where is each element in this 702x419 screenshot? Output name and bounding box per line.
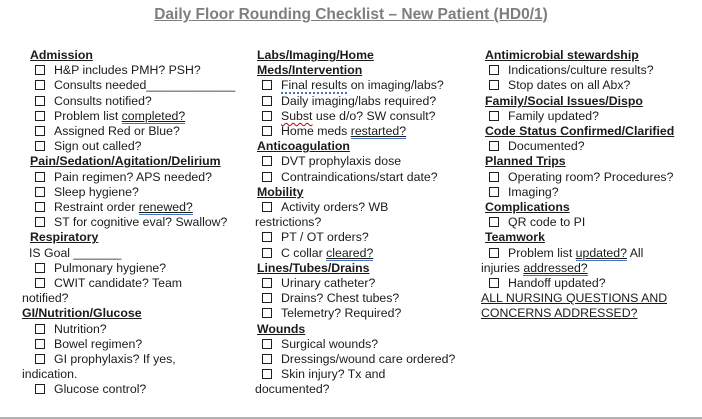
item-label: Sleep hygiene?	[54, 184, 139, 199]
checklist-item	[255, 246, 481, 261]
item-label: Activity orders? WB	[281, 200, 389, 215]
checklist-item	[255, 367, 481, 397]
checklist-item	[22, 276, 255, 306]
item-label: Operating room? Procedures?	[508, 169, 674, 184]
checkbox[interactable]	[35, 354, 45, 364]
checkbox[interactable]	[489, 217, 499, 227]
checklist-item	[22, 200, 255, 215]
item-label: Contraindications/start date?	[281, 169, 438, 184]
checkbox[interactable]	[489, 278, 499, 288]
item-label: Stop dates on all Abx?	[508, 78, 631, 93]
section-heading-pain-sedation: Pain/Sedation/Agitation/Delirium	[30, 154, 221, 169]
column-labs-imaging	[255, 48, 481, 398]
section-heading-family-social: Family/Social Issues/Dispo	[485, 93, 643, 108]
item-label: restrictions?	[255, 215, 322, 230]
checklist-item	[255, 200, 481, 230]
checkbox[interactable]	[262, 339, 272, 349]
checkbox[interactable]	[262, 232, 272, 242]
checklist-item	[255, 94, 481, 109]
section-heading-complications: Complications	[485, 200, 570, 215]
item-label: Glucose control?	[54, 382, 147, 397]
section-heading-code-status: Code Status Confirmed/Clarified	[485, 124, 675, 139]
checkbox[interactable]	[262, 278, 272, 288]
checklist-item	[22, 170, 255, 185]
item-label: Documented?	[508, 139, 585, 154]
checkbox[interactable]	[35, 65, 45, 75]
checklist-item	[481, 63, 702, 78]
item-label: Restraint order	[54, 200, 139, 215]
item-label: Home meds	[281, 124, 351, 139]
checklist-item	[481, 170, 702, 185]
link-cleared[interactable]: cleared?	[326, 245, 374, 260]
checklist-item	[22, 78, 255, 93]
checklist-item	[22, 63, 255, 78]
item-label: Drains? Chest tubes?	[281, 291, 400, 306]
section-heading-gi-nutrition: GI/Nutrition/Glucose	[22, 306, 142, 321]
fill-in-line-is-goal: IS Goal _______	[29, 245, 122, 260]
checkbox[interactable]	[35, 187, 45, 197]
section-heading-antimicrobial: Antimicrobial stewardship	[485, 48, 639, 62]
link-addressed[interactable]: addressed?	[523, 260, 588, 275]
checklist-item	[255, 337, 481, 352]
checklist-item	[22, 261, 255, 276]
item-label: Imaging?	[508, 184, 559, 199]
checklist-item	[255, 170, 481, 185]
item-label: indication.	[22, 367, 78, 382]
section-heading-planned-trips: Planned Trips	[485, 154, 566, 169]
checkbox[interactable]	[35, 80, 45, 90]
checklist-item	[22, 322, 255, 337]
item-label: C collar	[281, 245, 327, 260]
item-label: Urinary catheter?	[281, 276, 376, 291]
item-label: GI prophylaxis? If yes,	[54, 352, 176, 367]
item-label: injuries	[481, 260, 524, 275]
page-title-text: Daily Floor Rounding Checklist – New Patient (HD0/1)	[154, 6, 548, 23]
checkbox[interactable]	[262, 308, 272, 318]
checkbox[interactable]	[35, 263, 45, 273]
item-label: Handoff updated?	[508, 276, 606, 291]
checkbox[interactable]	[35, 96, 45, 106]
link-restarted[interactable]: restarted?	[350, 124, 407, 139]
item-label: PT / OT orders?	[281, 230, 369, 245]
checklist-item	[255, 78, 481, 93]
checklist-item	[22, 382, 255, 397]
checkbox[interactable]	[262, 293, 272, 303]
section-heading-respiratory: Respiratory	[30, 230, 99, 245]
spellcheck-flagged-text: Subst	[281, 108, 313, 123]
item-label: Pulmonary hygiene?	[54, 260, 167, 275]
link-completed[interactable]: completed?	[121, 108, 186, 123]
checkbox[interactable]	[262, 202, 272, 212]
item-label: Bowel regimen?	[54, 336, 143, 351]
item-label: CWIT candidate? Team	[54, 276, 183, 291]
item-label: Sign out called?	[54, 139, 142, 154]
checklist-item	[481, 78, 702, 93]
checklist-item	[255, 230, 481, 245]
checkbox[interactable]	[262, 96, 272, 106]
checkbox[interactable]	[35, 217, 45, 227]
section-heading-admission: Admission	[30, 48, 93, 62]
checkbox[interactable]	[262, 80, 272, 90]
item-label: Dressings/wound care ordered?	[281, 352, 456, 367]
item-label: H&P includes PMH? PSH?	[54, 63, 201, 78]
checklist-item	[255, 291, 481, 306]
section-heading-wounds: Wounds	[257, 321, 306, 336]
checkbox[interactable]	[35, 111, 45, 121]
checkbox[interactable]	[35, 339, 45, 349]
checklist-item	[481, 139, 702, 154]
checkbox[interactable]	[262, 111, 272, 121]
checklist-item	[481, 246, 702, 276]
checklist-item	[22, 139, 255, 154]
item-label: Telemetry? Required?	[281, 306, 402, 321]
checklist-item	[481, 276, 702, 291]
checklist-item	[22, 109, 255, 124]
checkbox[interactable]	[262, 172, 272, 182]
item-label: All	[626, 245, 644, 260]
column-stewardship-teamwork	[481, 48, 702, 398]
item-label: documented?	[255, 382, 330, 397]
checkbox[interactable]	[262, 354, 272, 364]
checkbox[interactable]	[489, 80, 499, 90]
section-heading-labs-imaging: Labs/Imaging/Home Meds/Intervention	[257, 48, 374, 78]
grammar-flagged-text: Final results	[281, 78, 348, 93]
checklist-item	[255, 124, 481, 139]
item-label: notified?	[22, 291, 69, 306]
checklist-item	[255, 352, 481, 367]
page-title	[0, 5, 702, 24]
checklist-item	[255, 306, 481, 321]
checkbox[interactable]	[489, 111, 499, 121]
checkbox[interactable]	[35, 384, 45, 394]
checklist-item	[255, 276, 481, 291]
checkbox[interactable]	[262, 369, 272, 379]
item-label: use d/o? SW consult?	[312, 108, 436, 123]
checklist-item	[481, 185, 702, 200]
item-label: DVT prophylaxis dose	[281, 154, 402, 169]
checklist-item	[22, 94, 255, 109]
checklist-item	[255, 154, 481, 169]
checkbox[interactable]	[489, 172, 499, 182]
checklist-item	[22, 352, 255, 382]
checklist-item	[22, 337, 255, 352]
checklist-item	[22, 215, 255, 230]
item-label: Family updated?	[508, 108, 599, 123]
section-heading-mobility: Mobility	[257, 184, 304, 199]
item-label: Daily imaging/labs required?	[281, 93, 437, 108]
link-updated[interactable]: updated?	[575, 245, 627, 260]
item-label: Nutrition?	[54, 321, 107, 336]
checklist-item	[481, 109, 702, 124]
section-heading-teamwork: Teamwork	[485, 230, 545, 245]
item-label: Consults notified?	[54, 93, 152, 108]
checklist-item	[481, 215, 702, 230]
section-heading-anticoagulation: Anticoagulation	[257, 139, 350, 154]
checkbox[interactable]	[35, 172, 45, 182]
item-label: Pain regimen? APS needed?	[54, 169, 212, 184]
item-label: Consults needed_____________	[54, 78, 236, 93]
checkbox[interactable]	[489, 248, 499, 258]
checkbox[interactable]	[262, 126, 272, 136]
checkbox[interactable]	[489, 187, 499, 197]
checklist-item	[255, 109, 481, 124]
checkbox[interactable]	[489, 141, 499, 151]
checkbox[interactable]	[35, 141, 45, 151]
item-label: Problem list	[508, 245, 576, 260]
section-heading-lines-tubes-drains: Lines/Tubes/Drains	[257, 260, 370, 275]
checklist-item	[22, 185, 255, 200]
footer-note-nursing-questions: ALL NURSING QUESTIONS AND CONCERNS ADDRESSED?	[481, 291, 668, 321]
checkbox[interactable]	[35, 278, 45, 288]
item-label: Skin injury? Tx and	[281, 367, 386, 382]
checkbox[interactable]	[35, 202, 45, 212]
checklist-columns	[22, 48, 702, 398]
item-label: on imaging/labs?	[347, 78, 444, 93]
item-label: Assigned Red or Blue?	[54, 124, 180, 139]
checkbox[interactable]	[35, 126, 45, 136]
checkbox[interactable]	[489, 65, 499, 75]
item-label: Indications/culture results?	[508, 63, 654, 78]
checkbox[interactable]	[262, 156, 272, 166]
checkbox[interactable]	[262, 248, 272, 258]
column-admission	[22, 48, 255, 398]
item-label: Problem list	[54, 108, 122, 123]
checkbox[interactable]	[35, 324, 45, 334]
item-label: Surgical wounds?	[281, 336, 379, 351]
link-renewed[interactable]: renewed?	[138, 200, 193, 215]
checklist-item	[22, 124, 255, 139]
item-label: QR code to PI	[508, 215, 586, 230]
item-label: ST for cognitive eval? Swallow?	[54, 215, 228, 230]
